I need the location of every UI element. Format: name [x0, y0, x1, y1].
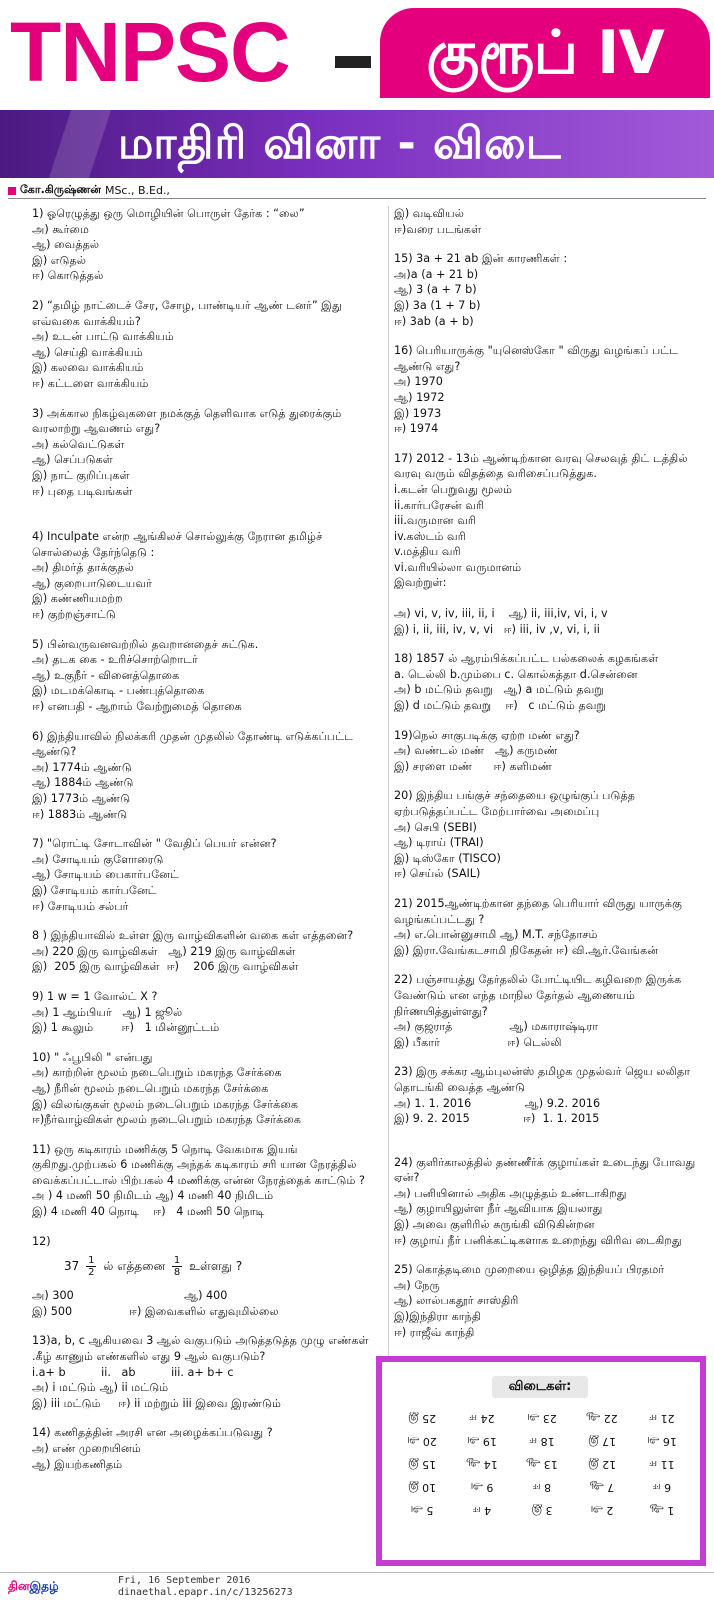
option: அ)a (a + 21 b): [394, 267, 479, 281]
expr-end: உள்ளது ?: [189, 1259, 243, 1274]
option-row: அ) b மட்டும் தவறு ஆ) a மட்டும் தவறு: [394, 683, 604, 697]
option: அ) திமர்த் தாக்குதல்: [32, 561, 134, 575]
option: அ) செபி (SEBI): [394, 820, 477, 834]
footer-meta: [118, 1575, 293, 1599]
question-stem: 1) ஓரெழுத்து ஒரு மொழியின் பொருள் தேர்க : “லை”: [32, 207, 305, 220]
answer-item: 19 அ: [467, 1435, 497, 1448]
option: இ) நாட் குறிப்புகள்: [32, 468, 130, 482]
question-stem: 11) ஒரு கடிகாரம் மணிக்கு 5 நொடி வேகமாக இயங் குகிறது.முற்பகல் 6 மணிக்கு அந்தக் கடிகாரம் சரி யான நேரத்தில் வைக்கப்பட்டால் பிற்பகல் 4 மணிக்கு என்ன நேரத்தைக் காட்டும் ?: [32, 1142, 365, 1187]
question-stem: 21) 2015ஆண்டிற்கான தந்தை பெரியார் விருது யாருக்கு வழங்கப்பட்டது ?: [394, 896, 682, 926]
question-stem: 12): [32, 1234, 51, 1248]
answer-item: 11 ஈ: [649, 1458, 675, 1471]
option: ஈ)வரை படங்கள்: [394, 222, 482, 236]
question-stem: 17) 2012 - 13ம் ஆண்டிற்கான வரவு செலவுத் திட் டத்தில் வரவு வரும் விதத்தை வரிசைப்படுத்துக.: [394, 451, 688, 481]
question-6: [32, 729, 382, 823]
question-stem: 14) கணிதத்தின் அரசி என அழைக்கப்படுவது ?: [32, 1426, 273, 1440]
question-23: [394, 1064, 706, 1126]
answer-item: 1 ஆ: [649, 1504, 675, 1517]
option: அ) நேரு: [394, 1278, 440, 1292]
option-row: அ) 220 இரு வாழ்விகள் ஆ) 219 இரு வாழ்விகள்: [32, 944, 296, 958]
question-18: [394, 651, 706, 713]
answer-item: 9 அ: [470, 1481, 494, 1494]
option: ஆ) குறைபாடுடையவர்: [32, 576, 152, 590]
option-row: இ) 4 மணி 40 நொடி ஈ) 4 மணி 50 நொடி: [32, 1205, 265, 1219]
answer-item: 21 ஈ: [649, 1412, 675, 1425]
column-divider: [388, 206, 389, 1366]
logo-part-a: தின: [8, 1579, 30, 1593]
answer-item: 14 ஆ: [466, 1458, 498, 1471]
option: i.கடன் பெறுவது மூலம்: [394, 482, 513, 496]
divider: [8, 198, 706, 199]
fraction-numerator: 1: [88, 1255, 95, 1267]
question-stem: 24) குளிர்காலத்தில் தண்ணீர்க் குழாய்கள் உடைந்து போவது ஏன்?: [394, 1155, 696, 1185]
logo-part-b: இதழ்: [29, 1579, 59, 1593]
option: அ) சோடியம் குளோரைடு: [32, 852, 164, 866]
option-row: அ) எ.பொன்னுசாமி ஆ) M.T. சந்தோசம்: [394, 928, 598, 942]
option: v.மத்திய வரி: [394, 545, 461, 559]
option-row: இ) பீகார் ஈ) டெல்லி: [394, 1035, 562, 1049]
option: இ) எடுதல்: [32, 253, 87, 267]
option: இ) கலவை வாக்கியம்: [32, 361, 144, 375]
option: ஆ) உகுநீர் - வினைத்தொகை: [32, 668, 180, 682]
question-stem: 23) இரு சக்கர ஆம்புலன்ஸ் தமிழக முதல்வர் ஜெய லலிதா தொடங்கி வைத்த ஆண்டு: [394, 1065, 691, 1094]
left-column: [32, 206, 382, 1486]
option: ஆ) குழாயிலுள்ள நீர் ஆவியாக இயலாது: [394, 1202, 603, 1216]
answer-key-box: [376, 1356, 706, 1566]
option: i.a+ b ii. ab iii. a+ b+ c: [32, 1365, 234, 1379]
option: இ) மடமக்கொடி - பண்புத்தொகை: [32, 684, 205, 698]
question-stem: 13)a, b, c ஆகியவை 3 ஆல் வகுபடும் அடுத்தடுத்த முழு எண்கள் .கீழ் காணும் எண்களில் எது 9 ஆல் வகுபடும்?: [32, 1334, 369, 1364]
question-stem: 3) அக்கால நிகழ்வுகளை நமக்குத் தெளிவாக எடுத் துரைக்கும் வரலாற்று ஆவணம் எது?: [32, 406, 342, 436]
publisher-logo: [8, 1579, 59, 1595]
answer-item: 7 ஆ: [589, 1481, 615, 1494]
option: a. டெல்லி b.மும்பை c. கொல்கத்தா d.சென்னை: [394, 667, 638, 681]
answer-item: 17 இ: [587, 1435, 617, 1448]
question-22: [394, 972, 706, 1050]
author-degree: MSc., B.Ed.,: [104, 184, 170, 197]
option-row: இ) i, ii, iii, iv, v, vi ஈ) iii, iv ,v, vi, i, ii: [394, 622, 600, 636]
option: இவற்றுள்:: [394, 576, 447, 590]
option: இ) டிஸ்கோ (TISCO): [394, 851, 501, 865]
question-stem: 16) பெரியாருக்கு "யுனெஸ்கோ " விருது வழங்கப் பட்ட ஆண்டு எது?: [394, 344, 679, 373]
option: ஈ) கட்டளை வாக்கியம்: [32, 376, 149, 390]
option: அ) 1774ம் ஆண்டு: [32, 760, 132, 774]
fraction-denominator: 2: [88, 1267, 95, 1279]
answer-item: 12 இ: [587, 1458, 617, 1471]
option: இ) 1773ம் ஆண்டு: [32, 792, 131, 805]
option: ஆ) செய்தி வாக்கியம்: [32, 345, 143, 359]
question-stem: 7) "ரொட்டி சோடாவின் " வேதிப் பெயர் என்ன?: [32, 837, 277, 851]
answer-item: 15 இ: [407, 1458, 437, 1471]
question-16: [394, 343, 706, 437]
option-row: இ) 9. 2. 2015 ஈ) 1. 1. 2015: [394, 1112, 600, 1126]
option: இ) 1973: [394, 406, 442, 420]
question-stem: 25) கொத்தடிமை முறையை ஒழித்த இந்தியப் பிரதமர்: [394, 1263, 665, 1277]
question-9: [32, 989, 382, 1036]
option: ஆ) 1972: [394, 390, 445, 404]
option: ஆ) இயற்கணிதம்: [32, 1457, 123, 1471]
option: அ) i மட்டும் ஆ) ii மட்டும்: [32, 1381, 169, 1395]
option: ஆ) சோடியம் பைகார்பனேட்: [32, 868, 179, 882]
option: இ) 3a (1 + 7 b): [394, 298, 481, 312]
question-19: [394, 728, 706, 775]
option: ஈ) குற்றஞ்சாட்டு: [32, 608, 116, 622]
option: ஆ) நீரின் மூலம் நடைபெறும் மகரந்த சேர்க்கை: [32, 1081, 269, 1095]
option-row: அ) குஜராத் ஆ) மகாராஷ்டிரா: [394, 1020, 599, 1034]
option-row: இ) d மட்டும் தவறு ஈ) c மட்டும் தவறு: [394, 699, 606, 713]
option: இ) கண்ணியமற்ற: [32, 592, 123, 606]
epaper-url[interactable]: dinaethal.epapr.in/c/13256273: [118, 1587, 293, 1598]
question-2: [32, 298, 382, 392]
option: ஈ) குழாய் நீர் பனிக்கட்டிகளாக உறைந்து விரிவ டைகிறது: [394, 1233, 682, 1247]
option: ஈ) புதை படிவங்கள்: [32, 484, 133, 498]
question-14: [32, 1425, 382, 1472]
question-stem: 10) " ஃபூபிலி " என்பது: [32, 1050, 153, 1064]
option: அ) கல்வெட்டுகள்: [32, 437, 125, 451]
question-7: [32, 836, 382, 914]
answer-item: 13 ஆ: [526, 1458, 558, 1471]
option: ஆ) 3 (a + 7 b): [394, 283, 477, 297]
option: இ) அவை குளிரில் சுருங்கி விடுகின்றன: [394, 1218, 595, 1232]
question-5: [32, 637, 382, 715]
option-row: இ) சரளை மண் ஈ) களிமண்: [394, 759, 553, 773]
question-stem: 9) 1 w = 1 வோல்ட் X ?: [32, 989, 158, 1003]
option: அ) உடன் பாட்டு வாக்கியம்: [32, 330, 174, 344]
option: இ) iii மட்டும் ஈ) ii மற்றும் iii இவை இரண்டும்: [32, 1396, 281, 1410]
option: ஈ) செய்ல் (SAIL): [394, 867, 481, 881]
question-stem: 6) இந்தியாவில் நிலக்கரி முதன் முதலில் தோண்டி எடுக்கப்பட்ட ஆண்டு?: [32, 729, 354, 759]
answer-item: 8 ஈ: [532, 1481, 552, 1494]
answer-item: 18 ஈ: [529, 1435, 555, 1448]
option: ஆ) லால்பகதூர் சாஸ்திரி: [394, 1294, 519, 1308]
right-column: [394, 206, 706, 1354]
publish-date: Fri, 16 September 2016: [118, 1575, 251, 1586]
answer-item: 23 அ: [527, 1412, 557, 1425]
option: ஆ) 1884ம் ஆண்டு: [32, 776, 134, 790]
answer-item: 20 அ: [407, 1435, 437, 1448]
question-11: [32, 1142, 382, 1220]
author-name: கோ.கிருஷ்ணன்: [20, 183, 101, 196]
fraction-expression: [64, 1255, 382, 1278]
question-10: [32, 1050, 382, 1128]
question-21: [394, 896, 706, 958]
answer-item: 5 அ: [410, 1504, 434, 1517]
option: அ) தடக கை - உரிச்சொற்றொடர்: [32, 653, 198, 667]
option: ஆ) செப்படுகள்: [32, 453, 113, 467]
option: ஆ) வைத்தல்: [32, 238, 100, 252]
question-1: [32, 206, 382, 284]
option-row: அ ) 4 மணி 50 நிமிடம் ஆ) 4 மணி 40 நிமிடம்: [32, 1189, 274, 1203]
option-row: அ) vi, v, iv, iii, ii, i ஆ) ii, iii,iv, vi, i, v: [394, 607, 608, 621]
question-24: [394, 1155, 706, 1249]
option: இ) விலங்குகள் மூலம் நடைபெறும் மகரந்த சேர்க்கை: [32, 1097, 298, 1111]
question-stem: 4) Inculpate என்ற ஆங்கிலச் சொல்லுக்கு நேரான தமிழ்ச் சொல்லைத் தேர்ந்தெடு :: [32, 530, 323, 559]
question-17: [394, 451, 706, 638]
question-14-continued: [394, 206, 706, 237]
option: இ) வடிவியல்: [394, 207, 465, 220]
question-4: [32, 529, 382, 623]
answer-item: 24 ஈ: [469, 1412, 495, 1425]
fraction-denominator: 8: [173, 1267, 181, 1279]
option: ஈ)நீர்வாழ்விகள் மூலம் நடைபெறும் மகரந்த சேர்க்கை: [32, 1113, 302, 1127]
answer-item: 2 அ: [590, 1504, 614, 1517]
title-group-four: குரூப் IV: [380, 8, 710, 98]
expr-middle: ல் எத்தனை: [103, 1259, 166, 1274]
option: அ) 1970: [394, 375, 443, 389]
footer: [0, 1572, 714, 1600]
question-stem: 18) 1857 ல் ஆரம்பிக்கப்பட்ட பல்கலைக் கழகங்கள்: [394, 652, 659, 666]
answer-key-title: விடைகள்:: [492, 1376, 588, 1398]
title-dash: [335, 56, 371, 68]
subtitle-text: மாதிரி வினா - விடை: [118, 118, 562, 169]
answer-item: 22 ஆ: [586, 1412, 618, 1425]
expr-whole: 37: [64, 1259, 80, 1274]
option: ஈ) 3ab (a + b): [394, 314, 474, 328]
answer-item: 6 ஈ: [652, 1481, 672, 1494]
option: ஈ) சோடியம் சல்பர்: [32, 899, 129, 913]
answer-item: 25 இ: [407, 1412, 437, 1425]
option: ii.கார்பரேசன் வரி: [394, 498, 485, 512]
answer-item: 16 அ: [647, 1435, 677, 1448]
option: ஈ) எனபதி - ஆறாம் வேற்றுமைத் தொகை: [32, 700, 242, 714]
option: அ) காற்றின் மூலம் நடைபெறும் மகரந்த சேர்க்கை: [32, 1066, 282, 1080]
question-stem: 22) பஞ்சாயத்து தேர்தலில் போட்டியிட கழிவறை இருக்க வேண்டும் என எந்த மாநில தேர்தல் ஆணையம் நிர்ணயித்துள்ளது?: [394, 973, 682, 1018]
question-13: [32, 1333, 382, 1411]
fraction: [172, 1255, 182, 1278]
option: அ) எண் முறையினம்: [32, 1442, 141, 1455]
option-row: அ) 1 ஆம்பியர் ஆ) 1 ஜூல்: [32, 1005, 183, 1019]
question-15: [394, 251, 706, 329]
option-row: இ) 1 கூலும் ஈ) 1 மின்னூட்டம்: [32, 1021, 220, 1035]
option: iii.வருமான வரி: [394, 514, 476, 528]
option: ஈ) 1974: [394, 422, 439, 436]
question-25: [394, 1262, 706, 1340]
option-row: அ) 300 ஆ) 400: [32, 1289, 228, 1303]
answer-item: 4 ஈ: [472, 1504, 492, 1517]
option: இ) சோடியம் கார்பனேட்: [32, 883, 157, 897]
option: vi.வரியில்லா வருமானம்: [394, 560, 522, 574]
option-row: இ) 205 இரு வாழ்விகள் ஈ) 206 இரு வாழ்விகள்: [32, 960, 299, 974]
option-row: இ) 500 ஈ) இவைகளில் எதுவுமில்லை: [32, 1304, 279, 1318]
question-stem: 2) “தமிழ் நாட்டைச் சேர, சோழ, பாண்டியர் ஆண் டனர்” இது எவ்வகை வாக்கியம்?: [32, 298, 342, 328]
option: ஆ) டிராய் (TRAI): [394, 836, 484, 850]
option-spacer: [394, 591, 706, 606]
fraction: [86, 1255, 96, 1278]
option: ஈ) கொடுத்தல்: [32, 269, 104, 283]
author-byline: [8, 183, 170, 198]
option: அ) கூர்மை: [32, 222, 90, 236]
option-row: அ) வண்டல் மண் ஆ) கருமண்: [394, 744, 558, 758]
question-stem: 5) பின்வருவனவற்றில் தவறானதைச் சுட்டுக.: [32, 637, 259, 651]
answer-item: 10 இ: [407, 1481, 437, 1494]
option: இ)இந்திரா காந்தி: [394, 1310, 481, 1324]
question-3: [32, 406, 382, 500]
question-stem: 8 ) இந்தியாவில் உள்ள இரு வாழ்விகளின் வகை கள் எத்தனை?: [32, 929, 354, 943]
question-stem: 19)நெல் சாகுபடிக்கு ஏற்ற மண் எது?: [394, 728, 580, 742]
answer-item: 3 இ: [531, 1504, 553, 1517]
question-stem: 20) இந்திய பங்குச் சந்தையை ஒழுங்குப் படுத்த ஏற்படுத்தப்பட்ட மேற்பார்வை அமைப்பு: [394, 789, 636, 818]
title-tnpsc: TNPSC: [10, 5, 290, 99]
question-8: [32, 928, 382, 975]
question-12: [32, 1234, 382, 1320]
option: ஈ) ராஜீவ் காந்தி: [394, 1325, 475, 1339]
option: அ) பனியினால் அதிக அழுத்தம் உண்டாகிறது: [394, 1186, 627, 1200]
question-stem: 15) 3a + 21 ab இன் காரணிகள் :: [394, 252, 568, 266]
option-row: இ) இரா.வேங்கடசாமி நிகேதன் ஈ) வி.ஆர்.வேங்கன்: [394, 943, 659, 957]
option-row: அ) 1. 1. 2016 ஆ) 9.2. 2016: [394, 1096, 601, 1110]
option: iv.கஸ்டம் வரி: [394, 529, 466, 543]
fraction-numerator: 1: [173, 1255, 181, 1267]
masthead: [0, 0, 714, 108]
bullet-square-icon: [8, 187, 16, 195]
option: ஈ) 1883ம் ஆண்டு: [32, 807, 128, 821]
answer-key-grid: [392, 1410, 692, 1517]
question-20: [394, 788, 706, 882]
